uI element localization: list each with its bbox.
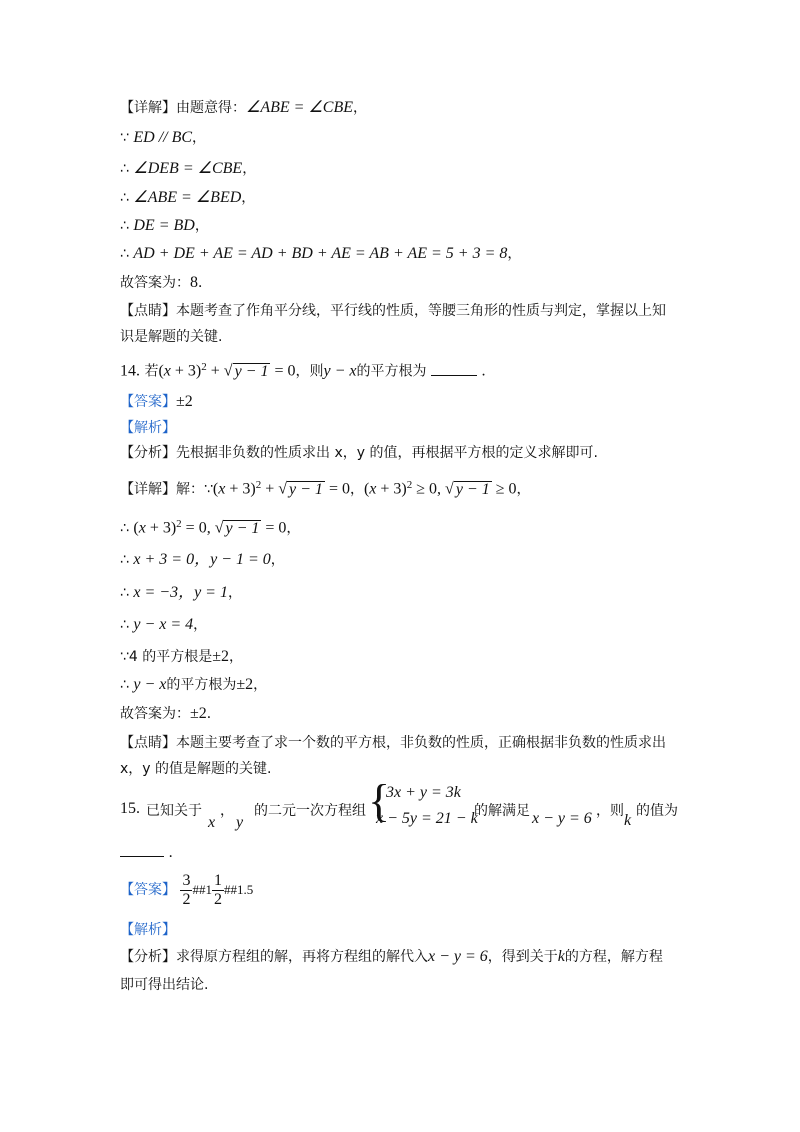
step-line: ∴ $(x + 3)^2 = 0$, √ y − 1 = 0， (120, 518, 301, 537)
fenxi-line: 【分析】求得原方程组的解，再将方程组的解代入x − y = 6，得到关于k的方程，解方程 (120, 948, 663, 965)
answer-line: 【答案】 $\frac{3}{2}$ ##1 $\frac{1}{2}$ ##1.5 (120, 871, 254, 908)
question-number: 15. (120, 800, 140, 817)
comment-line: 【点睛】本题主要考查了求一个数的平方根，非负数的性质，正确根据非负数的性质求出 (120, 735, 666, 751)
detail-line: 【详解】由题意得：∠ABE = ∠CBE， (120, 99, 368, 116)
fenxi-tag: 【分析】 (120, 949, 176, 965)
step-line: ∵4 的平方根是±2， (120, 648, 244, 665)
fraction: $\frac{1}{2}$ (213, 871, 222, 908)
fenxi-tag: 【分析】 (120, 445, 176, 461)
fenxi-line: 即可得出结论. (120, 977, 209, 993)
step-line: ∵ ED // BC， (120, 129, 207, 146)
fraction: $\frac{3}{2}$ (182, 871, 191, 908)
comment-line: 识是解题的关键. (120, 329, 223, 345)
answer-line: 【答案】±2 (120, 393, 193, 410)
answer-blank[interactable] (431, 361, 477, 376)
question-14: 14. 若$(x + 3)^2$ + √ y − 1 = 0，则y − x的平方根为 ． (120, 361, 496, 380)
analysis-tag: 【解析】 (120, 420, 176, 436)
step-line: ∴ x = −3，y = 1， (120, 584, 242, 601)
detail-line: 【详解】解：∵(x + 3)$^2$ + √ y − 1 = 0，$(x + 3)^2 \ge 0$, √ y − 1 ≥ 0， (120, 479, 531, 498)
comment-line: x，y 的值是解题的关键. (120, 761, 272, 777)
step-line: ∴ x + 3 = 0，y − 1 = 0， (120, 551, 285, 568)
comment-line: 【点睛】本题考查了作角平分线，平行线的性质，等腰三角形的性质与判定，掌握以上知 (120, 303, 666, 319)
answer-blank[interactable] (120, 842, 164, 857)
step-line: ∴ y − x = 4， (120, 616, 208, 633)
step-line: ∴ DE = BD， (120, 217, 209, 234)
analysis-line (120, 920, 176, 940)
question-number: 14. (120, 362, 140, 380)
answer-tag: 【答案】 (120, 882, 176, 898)
comment-tag: 【点睛】 (120, 735, 176, 751)
step-line: ∴ AD + DE + AE = AD + BD + AE = AB + AE = 5 + 3 = 8， (120, 245, 522, 262)
step-line: ∴ ∠ABE = ∠BED， (120, 189, 256, 206)
detail-tag: 【详解】 (120, 100, 176, 116)
question-15: 15. 已知关于 x ， y 的二元一次方程组 { 3x + y = 3k x − 5y = 21 − k 的解满足 x − y = 6 ，则 k 的值为 (120, 782, 700, 842)
answer-tag: 【答案】 (120, 394, 176, 410)
answer-line: 故答案为：±2． (120, 705, 221, 722)
equation-system: { 3x + y = 3k x − 5y = 21 − k (368, 775, 478, 827)
detail-tag: 【详解】 (120, 481, 176, 498)
step-line: ∴ ∠DEB = ∠CBE， (120, 160, 257, 177)
answer-line: 故答案为：8． (120, 274, 212, 291)
answer-blank-line: ． (120, 842, 182, 863)
analysis-line (120, 418, 176, 438)
comment-tag: 【点睛】 (120, 303, 176, 319)
equation: ∠ABE = ∠CBE (246, 99, 354, 116)
step-line: ∴ y − x的平方根为±2， (120, 676, 268, 693)
analysis-tag: 【解析】 (120, 922, 176, 938)
fenxi-line: 【分析】先根据非负数的性质求出 x，y 的值，再根据平方根的定义求解即可. (120, 445, 598, 461)
